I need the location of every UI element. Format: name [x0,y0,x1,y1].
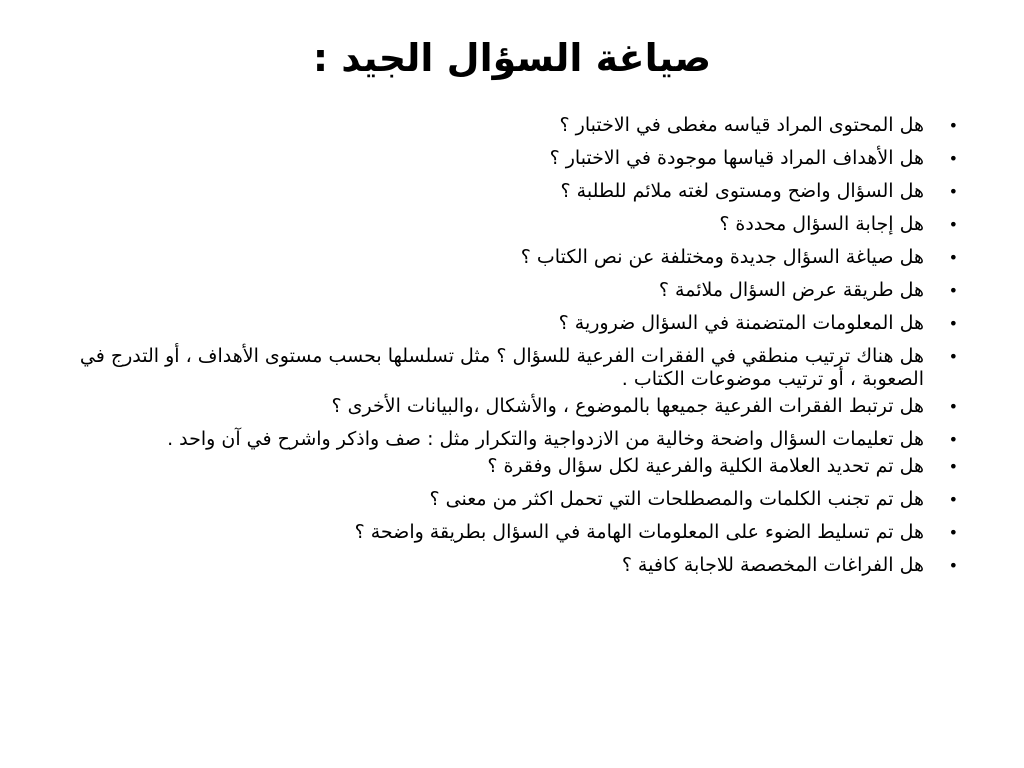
bullet-item [70,395,970,418]
bullet-text: هل هناك ترتيب منطقي في الفقرات الفرعية للسؤال ؟ مثل تسلسلها بحسب مستوى الأهداف ، أو التدرج في الصعوبة ، أو ترتيب موضوعات الكتاب . [79,345,924,390]
bullet-item [70,246,970,269]
bullet-icon: • [948,215,958,234]
bullet-text: هل إجابة السؤال محددة ؟ [719,213,924,235]
bullet-item [70,147,970,170]
bullet-item [70,345,970,391]
bullet-icon: • [948,457,958,476]
bullet-item [70,428,970,451]
bullet-text: هل طريقة عرض السؤال ملائمة ؟ [658,279,924,301]
bullet-item [70,488,970,511]
bullet-icon: • [948,314,958,333]
bullet-icon: • [948,347,958,366]
bullet-text: هل المعلومات المتضمنة في السؤال ضرورية ؟ [558,312,924,334]
bullet-item [70,554,970,577]
bullet-text: هل صياغة السؤال جديدة ومختلفة عن نص الكتاب ؟ [520,246,924,268]
bullet-text: هل تعليمات السؤال واضحة وخالية من الازدواجية والتكرار مثل : صف واذكر واشرح في آن واحد . [167,428,924,450]
bullet-icon: • [948,182,958,201]
bullet-text: هل تم تحديد العلامة الكلية والفرعية لكل سؤال وفقرة ؟ [487,455,924,477]
bullet-text: هل الفراغات المخصصة للاجابة كافية ؟ [621,554,924,576]
bullet-text: هل ترتبط الفقرات الفرعية جميعها بالموضوع ، والأشكال ،والبيانات الأخرى ؟ [331,395,924,417]
bullet-icon: • [948,490,958,509]
bullet-icon: • [948,397,958,416]
slide-title: صياغة السؤال الجيد : [312,36,712,80]
bullet-text: هل المحتوى المراد قياسه مغطى في الاختبار ؟ [559,114,924,136]
bullet-text: هل تم تسليط الضوء على المعلومات الهامة في السؤال بطريقة واضحة ؟ [354,521,924,543]
bullet-icon: • [948,523,958,542]
bullet-text: هل السؤال واضح ومستوى لغته ملائم للطلبة ؟ [560,180,924,202]
bullet-item [70,312,970,335]
bullet-item [70,213,970,236]
bullet-text: هل الأهداف المراد قياسها موجودة في الاختبار ؟ [549,147,924,169]
bullet-item [70,180,970,203]
bullet-icon: • [948,281,958,300]
bullet-item [70,279,970,302]
bullet-list [70,114,970,587]
bullet-icon: • [948,116,958,135]
bullet-text: هل تم تجنب الكلمات والمصطلحات التي تحمل اكثر من معنى ؟ [429,488,924,510]
bullet-icon: • [948,248,958,267]
bullet-item [70,455,970,478]
bullet-icon: • [948,149,958,168]
bullet-icon: • [948,556,958,575]
bullet-item [70,521,970,544]
bullet-icon: • [948,430,958,449]
bullet-item [70,114,970,137]
